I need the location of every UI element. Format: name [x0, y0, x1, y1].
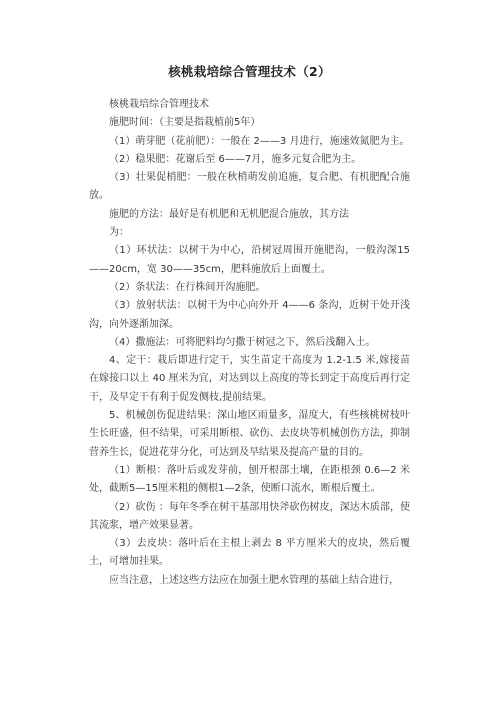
- radial-method-paragraph: （3）放射状法：以树干为中心向外开 4——6 条沟，近树干处开浅沟，向外逐渐加深。: [89, 300, 410, 330]
- trunk-setting-paragraph: 4、定干：栽后即进行定干，实生苗定干高度为 1.2-1.5 米,嫁接苗在嫁接口以上 40 厘米为宜，对达到以上高度的等长到定干高度后再行定干，及早定干有利于促发侧枝,提前结果。: [89, 355, 410, 403]
- ring-method-paragraph: （1）环状法：以树干为中心，沿树冠周围开施肥沟，一般沟深15——20cm，宽 30——35cm，肥料施放后上面覆土。: [89, 245, 410, 275]
- broadcast-method-paragraph: （4）撒施法：可将肥料均匀撒于树冠之下，然后浅翻入土。: [109, 336, 376, 348]
- fruit-strengthening-paragraph: （3）壮果促梢肥：一般在秋梢萌发前追施，复合肥、有机肥配合施放。: [89, 172, 410, 202]
- page-title: 核桃栽培综合管理技术（2）: [168, 64, 331, 79]
- strip-method-paragraph: （2）条状法：在行株间开沟施肥。: [109, 281, 266, 293]
- bark-chopping-paragraph: （2）砍伤 ：每年冬季在树干基部用快斧砍伤树皮，深达木质部，使其流浆，增产效果显著。: [89, 501, 410, 531]
- fruit-stabilizing-paragraph: （2）稳果肥：花谢后至 6——7月，施多元复合肥为主。: [109, 153, 362, 165]
- fertilizing-method-paragraph: 施肥的方法：最好是有机肥和无机肥混合施放，其方法: [109, 208, 349, 220]
- subtitle-paragraph: 核桃栽培综合管理技术: [109, 99, 209, 110]
- sprouting-fertilizer-paragraph: （1）萌芽肥（花前肥）：一般在 2——3 月进行，施速效氮肥为主。: [109, 135, 410, 147]
- mechanical-wounding-paragraph: 5、机械创伤促进结果：深山地区雨量多，湿度大，有些核桃树枝叶生长旺盛，但不结果，可采用断根、砍伤、去皮块等机械创伤方法，抑制营养生长，促进花芽分化，可达到及早结果及提高产量的目的。: [89, 410, 410, 458]
- document-body: [89, 96, 410, 590]
- fertilizing-time-paragraph: 施肥时间：（主要是指栽植前5年）: [109, 117, 261, 129]
- note-paragraph: 应当注意，上述这些方法应在加强土肥水管理的基础上结合进行，: [109, 574, 399, 586]
- root-cutting-paragraph: （1）断根：落叶后或发芽前，刨开根部土壤，在距根颈 0.6—2 米处，截断5—15厘米粗的侧根1—2条，使断口流水，断根后覆土。: [89, 464, 410, 495]
- bark-removal-paragraph: （3）去皮块：落叶后在主根上剥去 8 平方厘米大的皮块，然后覆土，可增加挂果。: [89, 538, 410, 568]
- method-intro-paragraph: 为：: [109, 227, 129, 239]
